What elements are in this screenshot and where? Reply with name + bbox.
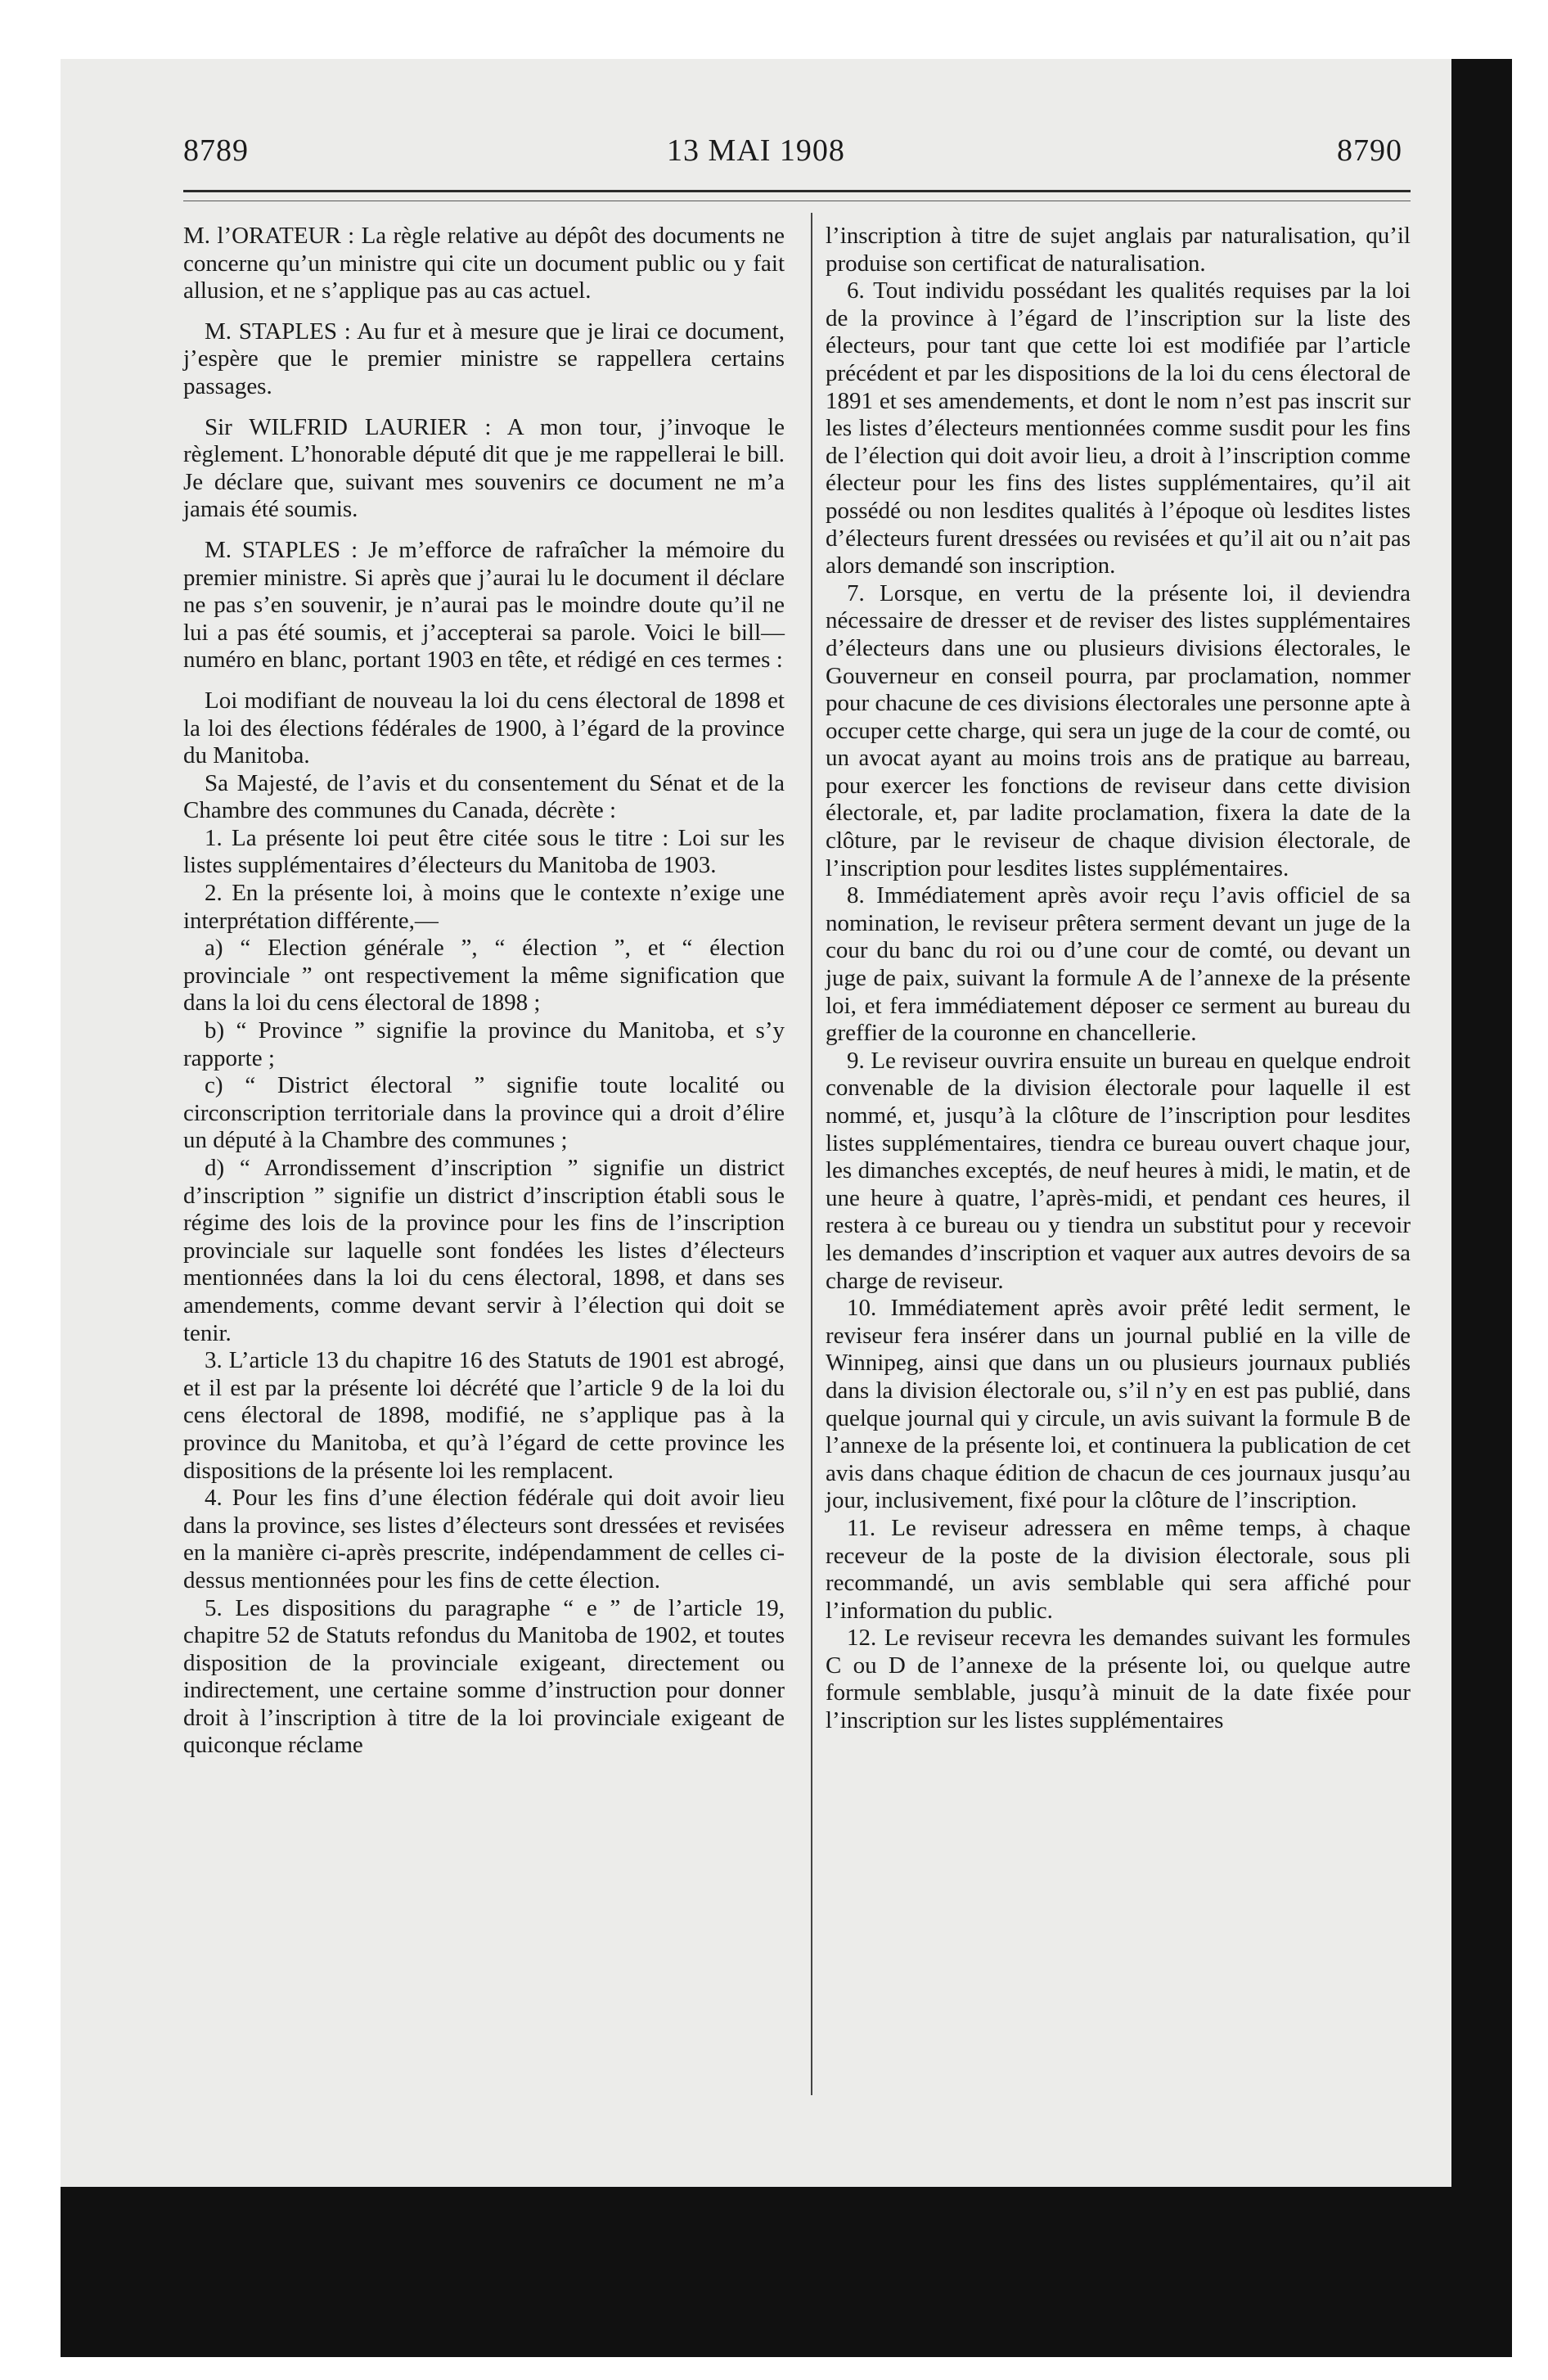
header-date: 13 MAI 1908 — [667, 133, 845, 168]
header-rule — [183, 190, 1411, 201]
clause: d) “ Arrondissement d’inscription ” signifie un district d’inscription ” signifie un district d’inscription établi sous le régime des lois de la province pour les fins de l’inscription provinciale sur laquelle sont fondées les listes d’électeurs mentionnées dans la loi du cens électoral, 1898, et dans ses amendements, comme devant servir à l’élection qui doit se tenir. — [183, 1155, 785, 1346]
clause: b) “ Province ” signifie la province du Manitoba, et s’y rapporte ; — [183, 1017, 785, 1071]
paragraph: Sa Majesté, de l’avis et du consentement du Sénat et de la Chambre des communes du Canada, décrète : — [183, 769, 785, 824]
page-number-left: 8789 — [183, 133, 249, 168]
section: 12. Le reviseur recevra les demandes suivant les formules C ou D de l’annexe de la présente loi, ou quelque autre formule semblable, jusqu’à minuit de la date fixée pour l’inscription sur les listes supplémentaires — [826, 1625, 1411, 1734]
paragraph: Sir WILFRID LAURIER : A mon tour, j’invoque le règlement. L’honorable député dit que je me rappellerai le bill. Je déclare que, suivant mes souvenirs ce document ne m’a jamais été soumis. — [183, 413, 785, 523]
section: 6. Tout individu possédant les qualités requises par la loi de la province à l’égard de l’inscription sur la liste des électeurs, pour tant que cette loi est modifiée par l’article précédent et par les dispositions de la loi du cens électoral de 1891 et ses amendements, et dont le nom n’est pas inscrit sur les listes d’électeurs mentionnées comme susdit pour les fins de l’élection qui doit avoir lieu, a droit à l’inscription comme électeur pour les fins des listes supplémentaires, qu’il ait possédé ou non lesdites qualités à l’époque où lesdites listes d’électeurs furent dressées ou revisées et qu’il ait ou n’ait pas alors demandé son inscription. — [826, 277, 1411, 579]
page-number-right: 8790 — [1337, 133, 1402, 168]
left-column — [183, 223, 785, 1760]
section: 9. Le reviseur ouvrira ensuite un bureau en quelque endroit convenable de la division électorale pour laquelle il est nommé, et, jusqu’à la clôture de l’inscription pour lesdites listes supplémentaires, tiendra ce bureau ouvert chaque jour, les dimanches exceptés, de neuf heures à midi, le matin, et de une heure à quatre, l’après-midi, et pendant ces heures, il restera à ce bureau ou y tiendra un substitut pour y recevoir les demandes d’inscription et vaquer aux autres devoirs de sa charge de reviseur. — [826, 1047, 1411, 1294]
section: 1. La présente loi peut être citée sous le titre : Loi sur les listes supplémentaires d’électeurs du Manitoba de 1903. — [183, 824, 785, 879]
bill-title: Loi modifiant de nouveau la loi du cens électoral de 1898 et la loi des élections fédérales de 1900, à l’égard de la province du Manitoba. — [183, 687, 785, 769]
section: 3. L’article 13 du chapitre 16 des Statuts de 1901 est abrogé, et il est par la présente loi décrété que l’article 9 de la loi du cens électoral de 1898, modifié, ne s’applique pas à la province du Manitoba, et qu’à l’égard de cette province les dispositions de la présente loi les remplacent. — [183, 1347, 785, 1484]
section: 10. Immédiatement après avoir prêté ledit serment, le reviseur fera insérer dans un journal publié en la ville de Winnipeg, ainsi que dans un ou plusieurs journaux publiés dans la division électorale ou, s’il n’y en est pas publié, dans quelque journal qui y circule, un avis suivant la formule B de l’annexe de la présente loi, et continuera la publication de cet avis dans chaque édition de chacun de ces journaux jusqu’au jour, inclusivement, fixé pour la clôture de l’inscription. — [826, 1295, 1411, 1514]
paragraph: M. STAPLES : Au fur et à mesure que je lirai ce document, j’espère que le premier ministre se rappellera certains passages. — [183, 318, 785, 399]
clause: c) “ District électoral ” signifie toute localité ou circonscription territoriale dans la province qui a droit d’élire un député à la Chambre des communes ; — [183, 1072, 785, 1154]
section: 7. Lorsque, en vertu de la présente loi, il deviendra nécessaire de dresser et de reviser des listes supplémentaires d’électeurs dans une ou plusieurs divisions électorales, le Gouverneur en conseil pourra, par proclamation, nommer pour chacune de ces divisions électorales une personne apte à occuper cette charge, qui sera un juge de la cour de comté, ou un avocat ayant au moins trois ans de pratique au barreau, pour exercer les fonctions de reviseur dans cette division électorale, et, par ladite proclamation, fixera la date de la clôture, par le reviseur de chaque division électorale, de l’inscription pour lesdites listes supplémentaires. — [826, 579, 1411, 881]
section: 8. Immédiatement après avoir reçu l’avis officiel de sa nomination, le reviseur prêtera serment devant un juge de la cour du banc du roi ou d’une cour de comté, ou devant un juge de paix, suivant la formule A de l’annexe de la présente loi, et fera immédiatement déposer ce serment au bureau du greffier de la couronne en chancellerie. — [826, 882, 1411, 1047]
paragraph: M. l’ORATEUR : La règle relative au dépôt des documents ne concerne qu’un ministre qui cite un document public ou y fait allusion, et ne s’applique pas au cas actuel. — [183, 223, 785, 304]
section: 4. Pour les fins d’une élection fédérale qui doit avoir lieu dans la province, ses listes d’électeurs sont dressées et revisées en la manière ci-après prescrite, indépendamment de celles ci-dessus mentionnées pour les fins de cette élection. — [183, 1485, 785, 1593]
column-divider — [811, 213, 812, 2095]
clause: a) “ Election générale ”, “ élection ”, et “ élection provinciale ” ont respectivement la même signification que dans la loi du cens électoral de 1898 ; — [183, 935, 785, 1016]
scan-frame — [61, 59, 1512, 2357]
section: 11. Le reviseur adressera en même temps, à chaque receveur de la poste de la division électorale, sous pli recommandé, un avis semblable qui sera affiché pour l’information du public. — [826, 1514, 1411, 1624]
right-column — [826, 223, 1411, 1735]
paragraph: l’inscription à titre de sujet anglais par naturalisation, qu’il produise son certificat de naturalisation. — [826, 223, 1411, 277]
section: 2. En la présente loi, à moins que le contexte n’exige une interprétation différente,— — [183, 880, 785, 934]
paragraph: M. STAPLES : Je m’efforce de rafraîcher la mémoire du premier ministre. Si après que j’aurai lu le document il déclare ne pas s’en souvenir, je n’aurai pas le moindre doute qu’il ne lui a pas été soumis, et j’accepterai sa parole. Voici le bill—numéro en blanc, portant 1903 en tête, et rédigé en ces termes : — [183, 536, 785, 674]
section: 5. Les dispositions du paragraphe “ e ” de l’article 19, chapitre 52 de Statuts refondus du Manitoba de 1902, et toutes disposition de la provinciale exigeant, directement ou indirectement, une certaine somme d’instruction pour donner droit à l’inscription à titre de la loi provinciale exigeant de quiconque réclame — [183, 1594, 785, 1759]
hansard-page — [61, 59, 1451, 2187]
